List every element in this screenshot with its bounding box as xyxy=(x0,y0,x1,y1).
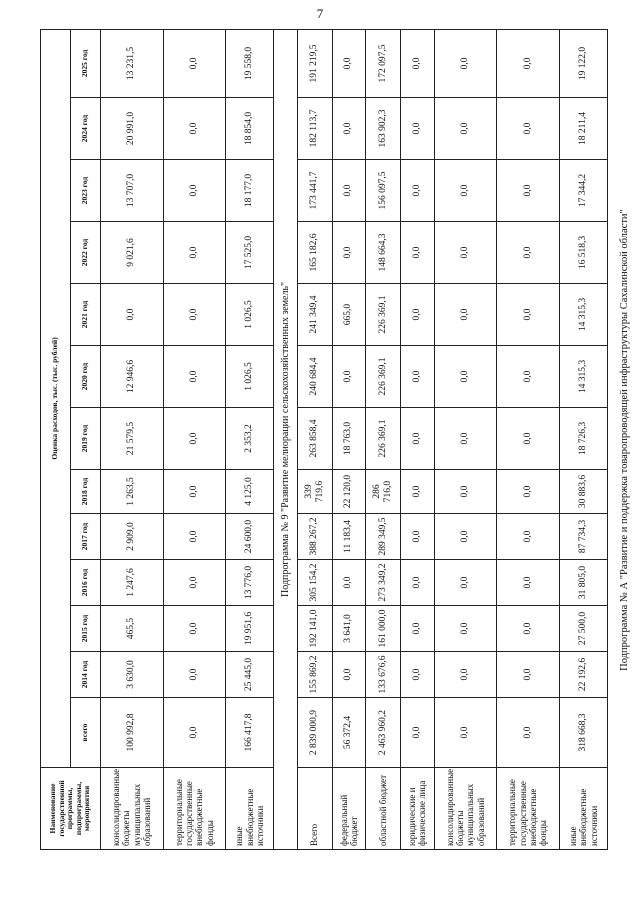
header-estimate: Оценка расходов, тыс. (тыс. рублей) xyxy=(41,29,71,767)
row-value: 0,0 xyxy=(497,98,560,160)
row-value: 0,0 xyxy=(163,160,226,222)
table-row xyxy=(101,29,164,849)
row-value: 21 579,5 xyxy=(101,408,164,470)
row-value: 305 154,2 xyxy=(297,560,332,606)
row-label: иные внебюджетные источники xyxy=(559,768,607,850)
row-value: 0,0 xyxy=(401,408,434,470)
row-value: 172 097,5 xyxy=(366,29,401,97)
row-value: 1 263,5 xyxy=(101,470,164,514)
row-value: 0,0 xyxy=(163,470,226,514)
row-value: 16 518,3 xyxy=(559,222,607,284)
row-value: 0,0 xyxy=(401,346,434,408)
row-value: 0,0 xyxy=(163,346,226,408)
row-value: 0,0 xyxy=(497,560,560,606)
row-value: 133 676,6 xyxy=(366,652,401,698)
row-value: 0,0 xyxy=(401,29,434,97)
row-value: 182 113,7 xyxy=(297,98,332,160)
row-value: 0,0 xyxy=(434,222,497,284)
row-value: 2 909,0 xyxy=(101,514,164,560)
header-year-0: всего xyxy=(71,698,101,768)
header-year-6: 2019 год xyxy=(71,408,101,470)
row-value: 0,0 xyxy=(434,408,497,470)
table-row xyxy=(497,29,560,849)
row-value: 0,0 xyxy=(497,470,560,514)
row-value: 0,0 xyxy=(401,98,434,160)
row-value: 20 991,0 xyxy=(101,98,164,160)
row-value: 0,0 xyxy=(434,470,497,514)
row-value: 240 684,4 xyxy=(297,346,332,408)
row-value: 0,0 xyxy=(332,560,365,606)
row-value: 0,0 xyxy=(434,160,497,222)
row-value: 3 630,0 xyxy=(101,652,164,698)
row-value: 14 315,3 xyxy=(559,284,607,346)
row-label: федеральный бюджет xyxy=(332,768,365,850)
header-year-9: 2022 год xyxy=(71,222,101,284)
row-value: 0,0 xyxy=(497,698,560,768)
row-value: 0,0 xyxy=(332,652,365,698)
row-value: 0,0 xyxy=(497,514,560,560)
row-value: 0,0 xyxy=(434,98,497,160)
row-value: 0,0 xyxy=(401,606,434,652)
header-year-3: 2016 год xyxy=(71,560,101,606)
row-value: 0,0 xyxy=(401,560,434,606)
header-year-7: 2020 год xyxy=(71,346,101,408)
row-label: областной бюджет xyxy=(366,768,401,850)
table-body xyxy=(101,29,608,849)
header-years-row xyxy=(71,29,101,849)
row-label: консолидированные бюджеты муниципальных образований xyxy=(434,768,497,850)
row-value: 1 247,6 xyxy=(101,560,164,606)
header-year-10: 2023 год xyxy=(71,160,101,222)
page-number: 7 xyxy=(316,6,324,21)
row-label: территориальные государственные внебюджетные фонды xyxy=(497,768,560,850)
row-label: территориальные государственные внебюджетные фонды xyxy=(163,768,226,850)
row-value: 0,0 xyxy=(434,284,497,346)
row-value: 241 349,4 xyxy=(297,284,332,346)
row-value: 0,0 xyxy=(434,606,497,652)
row-value: 0,0 xyxy=(434,29,497,97)
row-value: 30 883,6 xyxy=(559,470,607,514)
row-value: 0,0 xyxy=(497,29,560,97)
row-value: 18 763,0 xyxy=(332,408,365,470)
row-value: 286 716,0 xyxy=(366,470,401,514)
header-year-5: 2018 год xyxy=(71,470,101,514)
row-value: 0,0 xyxy=(401,514,434,560)
row-value: 31 805,0 xyxy=(559,560,607,606)
header-year-4: 2017 год xyxy=(71,514,101,560)
row-value: 22 192,6 xyxy=(559,652,607,698)
row-value: 13 776,0 xyxy=(226,560,274,606)
row-value: 19 122,0 xyxy=(559,29,607,97)
row-value: 0,0 xyxy=(163,514,226,560)
row-value: 165 182,6 xyxy=(297,222,332,284)
row-value: 0,0 xyxy=(434,560,497,606)
table-wrapper xyxy=(40,30,630,850)
row-value: 0,0 xyxy=(401,470,434,514)
row-value: 263 858,4 xyxy=(297,408,332,470)
row-value: 17 344,2 xyxy=(559,160,607,222)
row-value: 25 445,0 xyxy=(226,652,274,698)
row-value: 0,0 xyxy=(497,408,560,470)
row-value: 339 719,6 xyxy=(297,470,332,514)
row-value: 3 641,0 xyxy=(332,606,365,652)
table-row xyxy=(366,29,401,849)
row-value: 289 349,5 xyxy=(366,514,401,560)
header-year-12: 2025 год xyxy=(71,29,101,97)
row-value: 14 315,3 xyxy=(559,346,607,408)
row-value: 13 707,0 xyxy=(101,160,164,222)
header-year-8: 2021 год xyxy=(71,284,101,346)
row-value: 173 441,7 xyxy=(297,160,332,222)
row-value: 0,0 xyxy=(101,284,164,346)
row-value: 0,0 xyxy=(497,284,560,346)
table-row xyxy=(434,29,497,849)
row-value: 56 372,4 xyxy=(332,698,365,768)
row-value: 161 000,0 xyxy=(366,606,401,652)
row-value: 18 854,0 xyxy=(226,98,274,160)
rotated-table-area xyxy=(40,30,630,850)
row-value: 226 369,1 xyxy=(366,408,401,470)
row-value: 0,0 xyxy=(163,408,226,470)
row-value: 273 349,2 xyxy=(366,560,401,606)
row-value: 0,0 xyxy=(434,346,497,408)
row-value: 155 869,2 xyxy=(297,652,332,698)
row-value: 0,0 xyxy=(497,606,560,652)
row-value: 17 525,0 xyxy=(226,222,274,284)
row-value: 0,0 xyxy=(497,160,560,222)
row-value: 0,0 xyxy=(163,652,226,698)
row-value: 166 417,8 xyxy=(226,698,274,768)
row-value: 0,0 xyxy=(401,284,434,346)
row-value: 0,0 xyxy=(163,29,226,97)
row-value: 318 668,3 xyxy=(559,698,607,768)
row-value: 0,0 xyxy=(497,346,560,408)
row-value: 665,0 xyxy=(332,284,365,346)
row-value: 100 992,8 xyxy=(101,698,164,768)
row-value: 9 021,6 xyxy=(101,222,164,284)
row-value: 0,0 xyxy=(434,652,497,698)
row-label: иные внебюджетные источники xyxy=(226,768,274,850)
row-value: 0,0 xyxy=(434,514,497,560)
row-value: 163 902,3 xyxy=(366,98,401,160)
row-value: 0,0 xyxy=(332,346,365,408)
budget-table xyxy=(40,29,608,850)
header-year-2: 2015 год xyxy=(71,606,101,652)
row-value: 0,0 xyxy=(401,652,434,698)
row-value: 22 120,0 xyxy=(332,470,365,514)
row-value: 0,0 xyxy=(497,652,560,698)
table-row xyxy=(163,29,226,849)
row-value: 0,0 xyxy=(163,284,226,346)
row-label: Всего xyxy=(297,768,332,850)
row-value: 0,0 xyxy=(163,606,226,652)
row-value: 156 097,5 xyxy=(366,160,401,222)
row-value: 191 219,5 xyxy=(297,29,332,97)
row-value: 0,0 xyxy=(163,222,226,284)
row-value: 12 946,6 xyxy=(101,346,164,408)
row-value: 1 026,5 xyxy=(226,284,274,346)
row-value: 0,0 xyxy=(497,222,560,284)
table-row xyxy=(332,29,365,849)
row-value: 1 026,5 xyxy=(226,346,274,408)
row-value: 0,0 xyxy=(332,98,365,160)
row-value: 18 726,3 xyxy=(559,408,607,470)
row-value: 18 211,4 xyxy=(559,98,607,160)
row-value: 226 369,1 xyxy=(366,284,401,346)
table-row xyxy=(401,29,434,849)
table-row xyxy=(226,29,274,849)
table-row xyxy=(559,29,607,849)
row-value: 24 600,0 xyxy=(226,514,274,560)
row-value: 0,0 xyxy=(163,98,226,160)
subprogram-a-title: Подпрограмма № А "Развитие и поддержка товаропроводящей инфраструктуры Сахалинской области" xyxy=(619,209,630,671)
subprogram-title-row xyxy=(274,29,297,849)
row-value: 13 231,5 xyxy=(101,29,164,97)
row-value: 87 734,3 xyxy=(559,514,607,560)
row-value: 0,0 xyxy=(332,160,365,222)
row-value: 0,0 xyxy=(163,698,226,768)
row-value: 148 664,3 xyxy=(366,222,401,284)
row-value: 11 183,4 xyxy=(332,514,365,560)
row-label: консолидированные бюджеты муниципальных образований xyxy=(101,768,164,850)
row-value: 0,0 xyxy=(332,29,365,97)
subprogram-9-title: Подпрограмма № 9 "Развитие мелиорации сельскохозяйственных земель" xyxy=(274,29,297,849)
header-name-column: Наименование государственной программы, подпрограммы, мероприятия xyxy=(41,768,101,850)
row-value: 2 353,2 xyxy=(226,408,274,470)
header-year-1: 2014 год xyxy=(71,652,101,698)
row-value: 465,5 xyxy=(101,606,164,652)
row-label: юридические и физические лица xyxy=(401,768,434,850)
row-value: 18 177,0 xyxy=(226,160,274,222)
row-value: 0,0 xyxy=(434,698,497,768)
row-value: 2 463 960,2 xyxy=(366,698,401,768)
row-value: 0,0 xyxy=(401,222,434,284)
row-value: 0,0 xyxy=(401,698,434,768)
row-value: 2 839 000,9 xyxy=(297,698,332,768)
row-value: 0,0 xyxy=(401,160,434,222)
header-year-11: 2024 год xyxy=(71,98,101,160)
row-value: 4 125,0 xyxy=(226,470,274,514)
row-value: 192 141,0 xyxy=(297,606,332,652)
row-value: 27 500,0 xyxy=(559,606,607,652)
table-row xyxy=(297,29,332,849)
row-value: 19 558,0 xyxy=(226,29,274,97)
row-value: 19 951,6 xyxy=(226,606,274,652)
row-value: 226 369,1 xyxy=(366,346,401,408)
row-value: 0,0 xyxy=(163,560,226,606)
row-value: 0,0 xyxy=(332,222,365,284)
row-value: 388 267,2 xyxy=(297,514,332,560)
